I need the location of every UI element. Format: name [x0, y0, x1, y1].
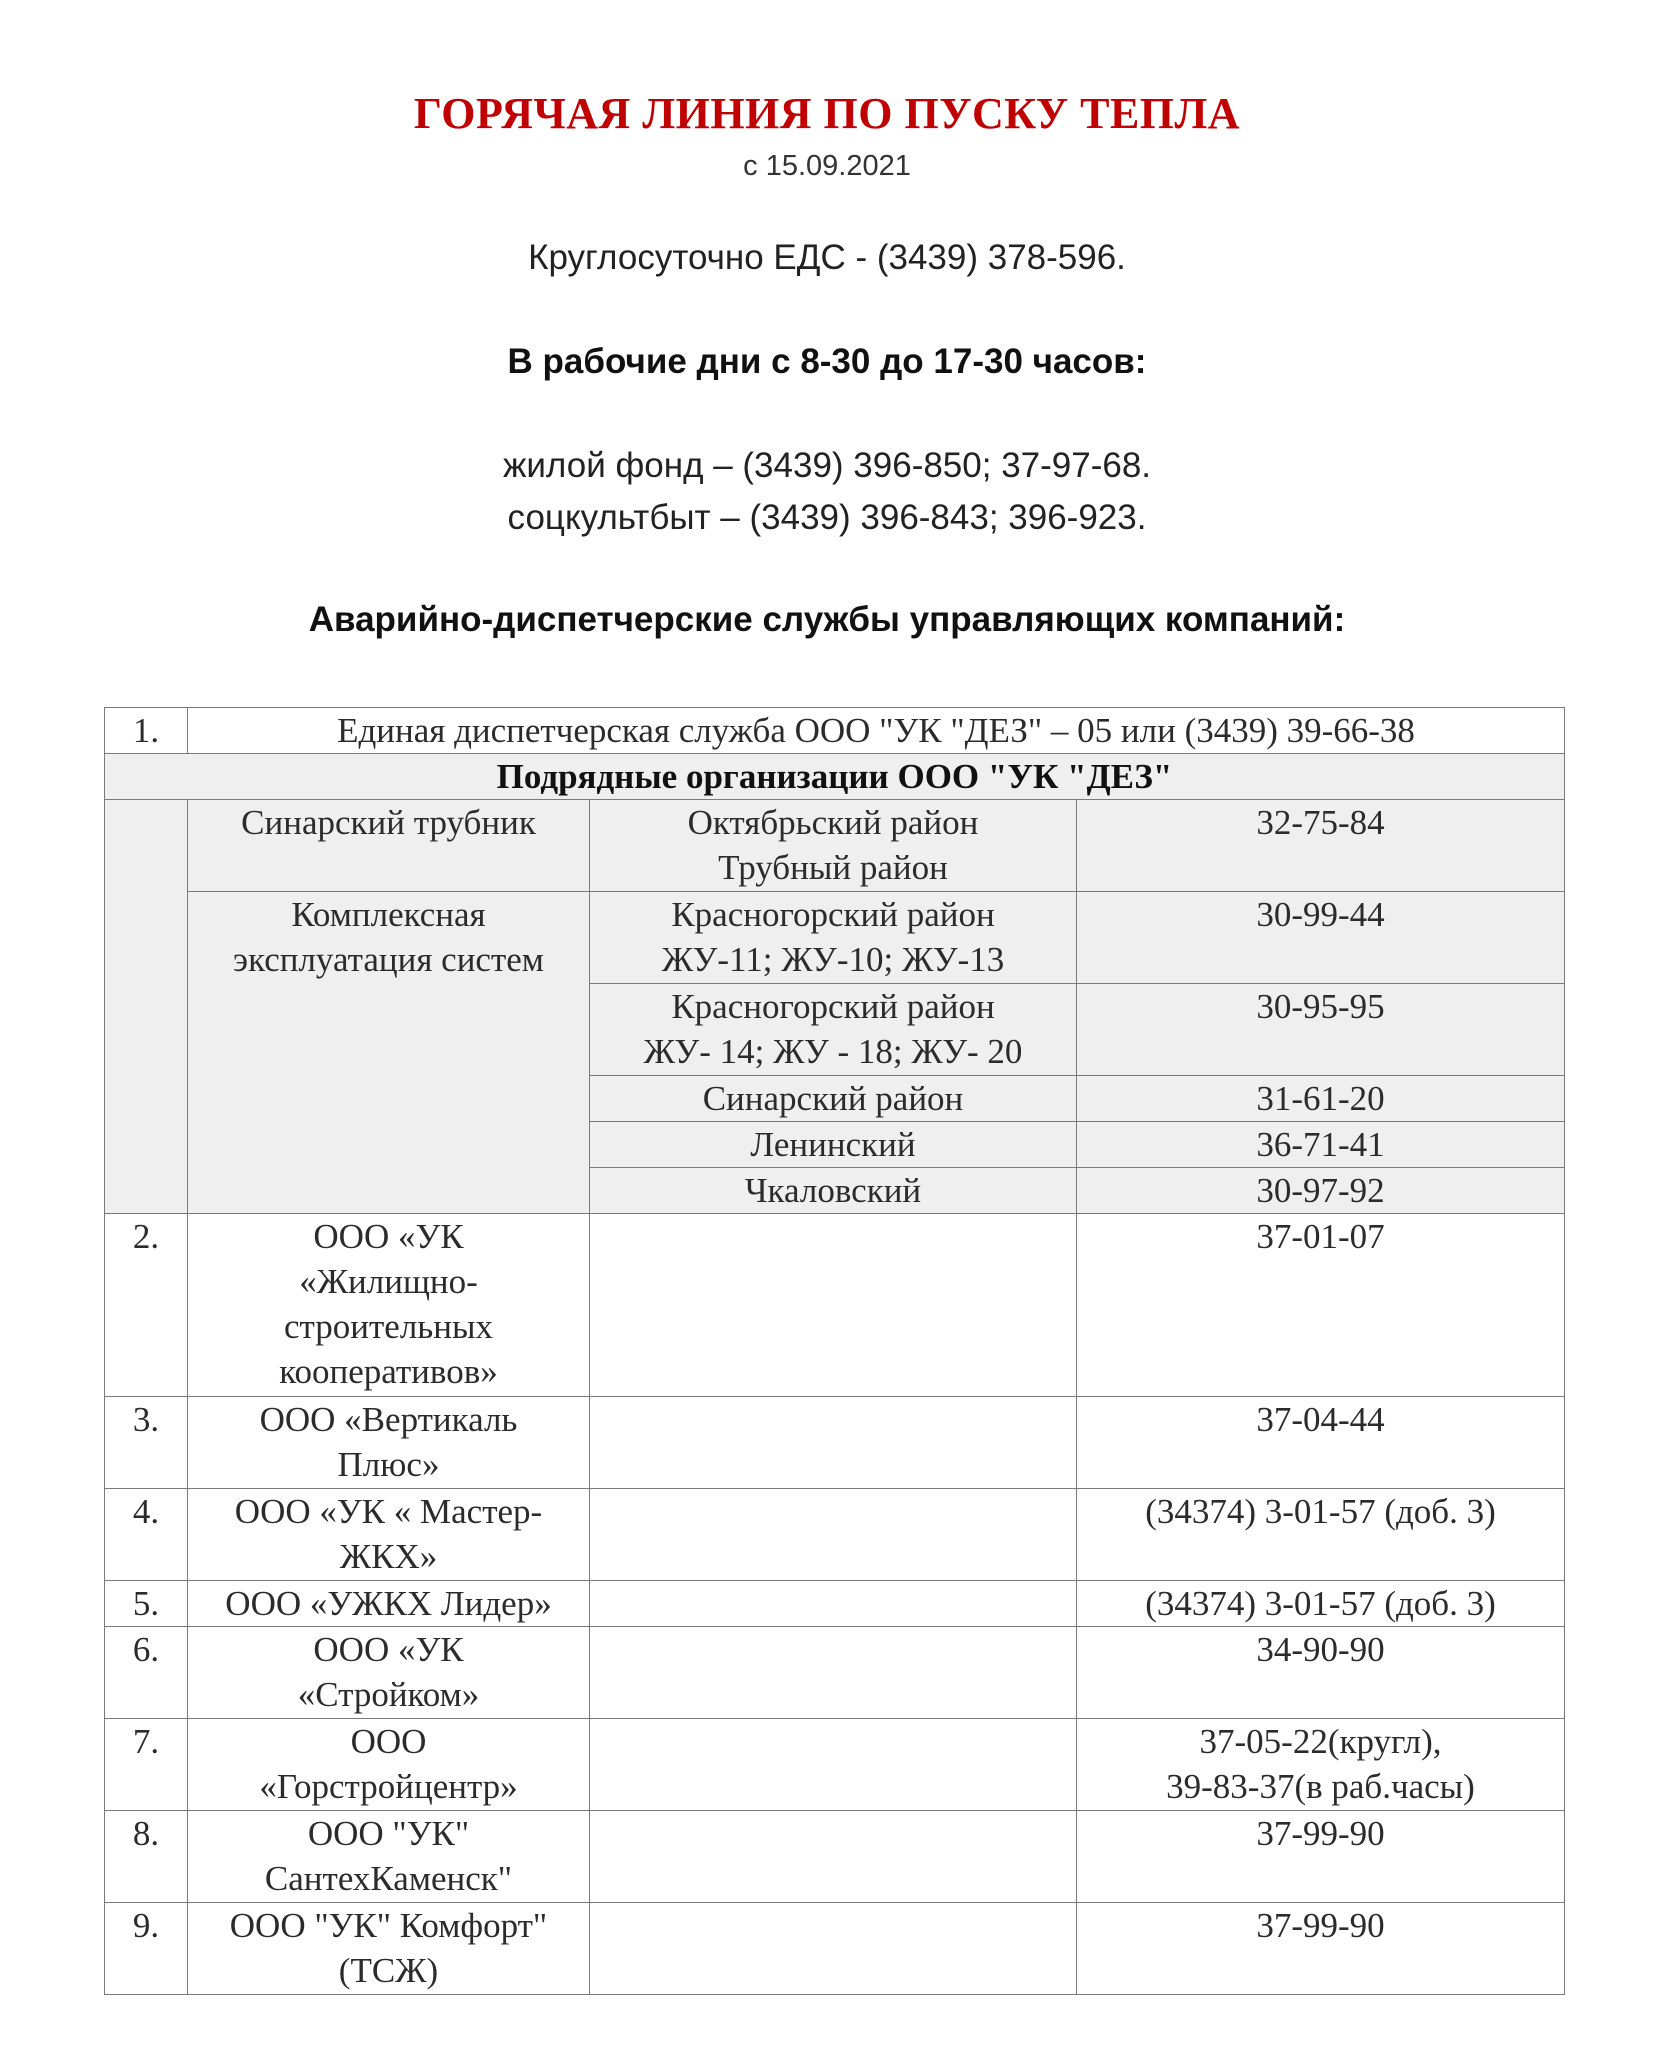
services-heading: Аварийно-диспетчерские службы управляющих компаний: — [308, 600, 1346, 639]
social-phones: соцкультбыт – (3439) 396-843; 396-923. — [507, 498, 1147, 537]
housing-phones: жилой фонд – (3439) 396-850; 37-97-68. — [502, 446, 1152, 485]
district-cell: Октябрьский район Трубный район — [590, 800, 1077, 892]
row-number: 8. — [105, 1811, 188, 1903]
phone-cell: 30-95-95 — [1077, 984, 1565, 1076]
company-name: ООО «Горстройцентр» — [188, 1719, 590, 1811]
company-name: ООО "УК" Комфорт" (ТСЖ) — [188, 1903, 590, 1995]
workdays-heading: В рабочие дни с 8-30 до 17-30 часов: — [507, 342, 1147, 381]
phone-cell: 30-97-92 — [1077, 1168, 1565, 1214]
phone-cell: 37-05-22(кругл), 39-83-37(в раб.часы) — [1077, 1719, 1565, 1811]
company-name: ООО «Вертикаль Плюс» — [188, 1397, 590, 1489]
table-row — [105, 1903, 1565, 1995]
company-name: ООО «УК «Стройком» — [188, 1627, 590, 1719]
table-row — [105, 754, 1565, 800]
row-number: 1. — [105, 708, 188, 754]
round-the-clock-line: Круглосуточно ЕДС - (3439) 378-596. — [528, 238, 1126, 277]
row-number: 7. — [105, 1719, 188, 1811]
table-row — [105, 1581, 1565, 1627]
phone-cell: 31-61-20 — [1077, 1076, 1565, 1122]
table-row — [105, 1811, 1565, 1903]
district-cell: Ленинский — [590, 1122, 1077, 1168]
table-row — [105, 892, 1565, 984]
phone-cell: 34-90-90 — [1077, 1627, 1565, 1719]
table-row — [105, 1627, 1565, 1719]
table-row — [105, 1214, 1565, 1397]
empty-cell — [590, 1719, 1077, 1811]
empty-cell — [590, 1489, 1077, 1581]
row-number: 4. — [105, 1489, 188, 1581]
empty-cell — [105, 800, 188, 1214]
page-title: ГОРЯЧАЯ ЛИНИЯ ПО ПУСКУ ТЕПЛА — [413, 89, 1241, 138]
phone-cell: 37-04-44 — [1077, 1397, 1565, 1489]
contractors-heading: Подрядные организации ООО "УК "ДЕЗ" — [105, 754, 1565, 800]
phone-cell: 36-71-41 — [1077, 1122, 1565, 1168]
contractor-name: Синарский трубник — [188, 800, 590, 892]
row-number: 6. — [105, 1627, 188, 1719]
phone-cell: 37-01-07 — [1077, 1214, 1565, 1397]
unified-dispatch-cell: Единая диспетчерская служба ООО "УК "ДЕЗ" – 05 или (3439) 39-66-38 — [188, 708, 1565, 754]
empty-cell — [590, 1627, 1077, 1719]
phone-cell: 37-99-90 — [1077, 1903, 1565, 1995]
row-number: 5. — [105, 1581, 188, 1627]
row-number: 3. — [105, 1397, 188, 1489]
row-number: 9. — [105, 1903, 188, 1995]
company-name: ООО «УЖКХ Лидер» — [188, 1581, 590, 1627]
company-name: ООО «УК «Жилищно- строительных кооперативов» — [188, 1214, 590, 1397]
district-cell: Красногорский район ЖУ- 14; ЖУ - 18; ЖУ- 20 — [590, 984, 1077, 1076]
table-row — [105, 708, 1565, 754]
empty-cell — [590, 1581, 1077, 1627]
empty-cell — [590, 1214, 1077, 1397]
phone-cell: 30-99-44 — [1077, 892, 1565, 984]
table-row — [105, 1719, 1565, 1811]
phone-cell: 32-75-84 — [1077, 800, 1565, 892]
table-row — [105, 1489, 1565, 1581]
district-cell: Чкаловский — [590, 1168, 1077, 1214]
empty-cell — [590, 1903, 1077, 1995]
effective-date: с 15.09.2021 — [743, 150, 911, 182]
phone-cell: (34374) 3-01-57 (доб. 3) — [1077, 1489, 1565, 1581]
table-row — [105, 1397, 1565, 1489]
empty-cell — [590, 1397, 1077, 1489]
table-row — [105, 800, 1565, 892]
phone-cell: 37-99-90 — [1077, 1811, 1565, 1903]
company-name: ООО «УК « Мастер- ЖКХ» — [188, 1489, 590, 1581]
empty-cell — [590, 1811, 1077, 1903]
row-number: 2. — [105, 1214, 188, 1397]
hotline-table — [104, 707, 1565, 1995]
contractor-name: Комплексная эксплуатация систем — [188, 892, 590, 1214]
company-name: ООО "УК" СантехКаменск" — [188, 1811, 590, 1903]
phone-cell: (34374) 3-01-57 (доб. 3) — [1077, 1581, 1565, 1627]
district-cell: Синарский район — [590, 1076, 1077, 1122]
district-cell: Красногорский район ЖУ-11; ЖУ-10; ЖУ-13 — [590, 892, 1077, 984]
